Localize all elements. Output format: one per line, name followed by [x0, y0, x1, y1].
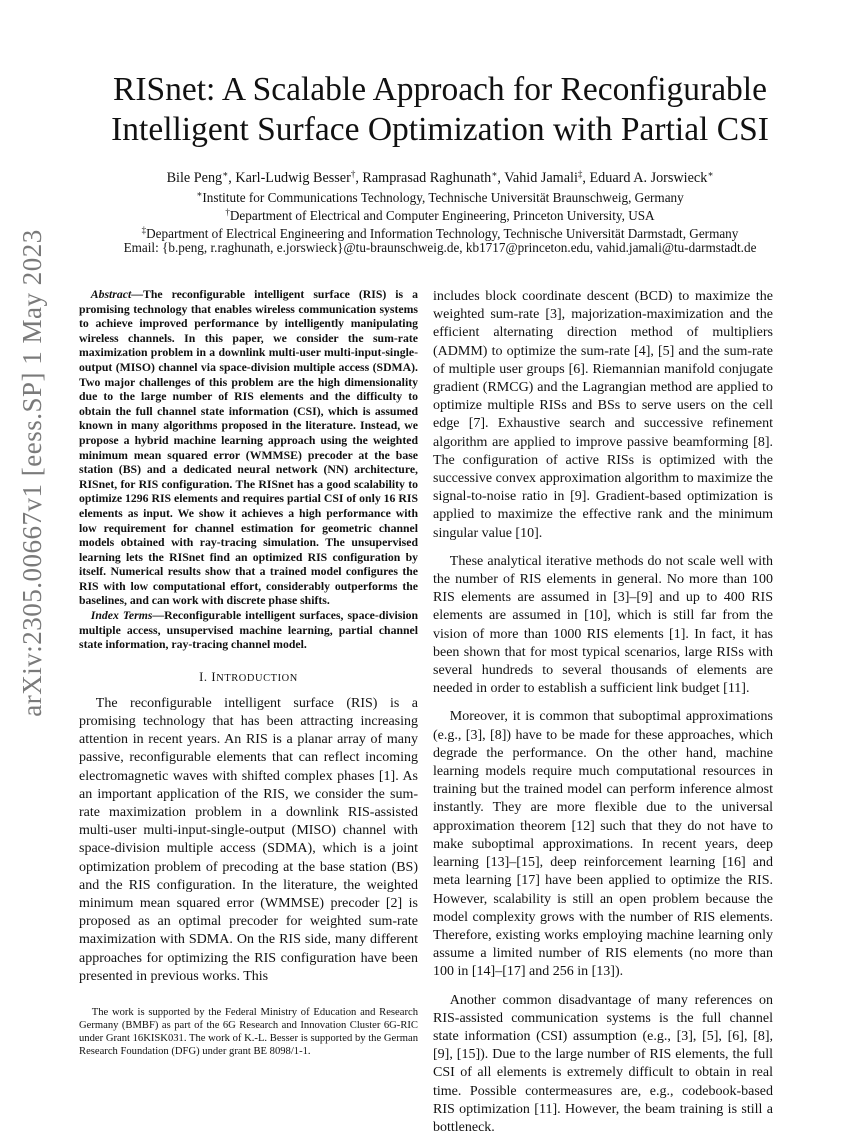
title-line-2: Intelligent Surface Optimization with Partial CSI — [111, 111, 769, 148]
author-mark: ‡ — [577, 169, 583, 179]
section-title-rest: NTRODUCTION — [216, 672, 298, 684]
affiliation-mark: ∗ — [196, 189, 203, 199]
section-heading-introduction — [79, 669, 418, 687]
affiliation-mark: † — [225, 207, 230, 217]
paper-title — [60, 70, 820, 150]
abstract-label: Abstract — [90, 288, 132, 301]
index-terms-label: Index Terms — [90, 609, 153, 623]
author-mark: ∗ — [707, 169, 714, 179]
right-column — [433, 288, 773, 1137]
affiliation-mark: ‡ — [141, 225, 147, 235]
author-list: Bile Peng∗, Karl-Ludwig Besser†, Ramprasad Raghunath∗, Vahid Jamali‡, Eduard A. Jorswieck∗ — [166, 169, 714, 186]
intro-paragraph-4: Moreover, it is common that suboptimal approximations (e.g., [3], [8]) have to be made for these approaches, which degrade the performance. On the other hand, machine learning models require much computational resources in training but the trained model can perform inference almost instantly. They are more flexible due to the universal approximation theorem [12] such that they do not have to make suboptimal approximations. In recent years, deep learning [13]–[15], deep reinforcement learning [16] and meta learning [17] have been applied to optimize the RIS. However, scalability is still an open problem because the model complexity grows with the number of RIS elements. Therefore, existing works employing machine learning only assume a limited number of RIS elements (no more than 100 in [14]–[17] and 256 in [13]). — [433, 709, 773, 980]
author-name: Eduard A. Jorswieck — [589, 170, 708, 186]
author-name: Vahid Jamali — [504, 170, 578, 186]
author-mark: † — [350, 169, 356, 179]
intro-paragraph-2: includes block coordinate descent (BCD) to maximize the weighted sum-rate [3], majorization-maximization and the efficient alternating direction method of multipliers (ADMM) to optimize the sum-rate [4], [5] and the sum-rate of multiple user groups [6]. Riemannian manifold conjugate gradient (RMCG) and the Lagrangian method are applied to optimize multiple RISs and BSs to serve users on the cell edge [7]. Exhaustive search and successive refinement algorithm are applied to improve passive beamforming [8]. The configuration of active RISs is optimized with the successive convex approximation algorithm to maximize the signal-to-noise ratio in [9]. Gradient-based optimization is applied to maximize the effective rank and the minimum singular value [10]. — [433, 289, 773, 541]
section-numeral: I. — [199, 669, 208, 684]
affiliation-text: Department of Electrical and Computer Engineering, Princeton University, USA — [229, 208, 655, 223]
section-initial: I — [211, 669, 217, 684]
author-mark: ∗ — [491, 169, 498, 179]
intro-paragraph-5: Another common disadvantage of many references on RIS-assisted communication systems is the full channel state information (CSI) assumption (e.g., [3], [5], [6], [8], [9], [15]). Due to the large number of RIS elements, the full CSI of all elements is extremely difficult to obtain in real time. Possible contermeasures are, e.g., codebook-based RIS optimization [11]. However, the beam training is still a bottleneck. — [433, 992, 773, 1135]
abstract-text: The reconfigurable intelligent surface (RIS) is a promising technology that enables wireless communication systems to achieve improved performance by intelligently manipulating wireless channels. In this paper, we consider the sum-rate maximization problem in a downlink multi-user multi-input-single-output (MISO) channel via space-division multiple access (SDMA). Two major challenges of this problem are the high dimensionality due to the large number of RIS elements and the difficulty to obtain the full channel state information (CSI), which is assumed known in many algorithms proposed in the literature. Instead, we propose a hybrid machine learning approach using the weighted minimum mean squared error (WMMSE) precoder at the base station (BS) and a dedicated neural network (NN) architecture, RISnet, for RIS configuration. The RISnet has a good scalability to optimize 1296 RIS elements and requires partial CSI of only 16 RIS elements as input. We show it achieves a high performance with low requirement for channel estimation for geometric channel models obtained with ray-tracing simulation. The unsupervised learning lets the RISnet find an optimized RIS configuration by itself. Numerical results show that a trained model configures the RIS with low computational effort, considerably outperforms the baselines, and can work with discrete phase shifts. — [79, 288, 418, 608]
abstract — [79, 288, 418, 609]
author-name: Bile Peng — [166, 170, 223, 186]
index-terms-text: Reconfigurable intelligent surfaces, space-division multiple access, unsupervised machine learning, partial channel state information, ray-tracing channel model. — [79, 609, 418, 652]
author-mark: ∗ — [222, 169, 229, 179]
intro-paragraph-3: These analytical iterative methods do not scale well with the number of RIS elements in general. No more than 100 RIS elements are assumed in [3]–[9] and up to 400 RIS elements are assumed in [10], which is still far from the vision of more than 1000 RIS elements [1]. In fact, it has been shown that for most typical scenarios, large RISs with several hundreds to several thousands of elements are needed in order to establish a sufficient link budget [11]. — [433, 553, 773, 697]
arxiv-identifier: arXiv:2305.00667v1 [eess.SP] 1 May 2023 — [17, 229, 47, 717]
funding-footnote: The work is supported by the Federal Ministry of Education and Research Germany (BMBF) as part of the 6G Research and Innovation Cluster 6G-RIC under Grant 16KISK031. The work of K.-L. Besser is supported by the German Research Foundation (DFG) under grant BE 8098/1-1. — [79, 1007, 418, 1057]
intro-paragraph-1: The reconfigurable intelligent surface (RIS) is a promising technology that has been attracting increasing attention in recent years. An RIS is a planar array of many passive, reconfigurable elements that can reflect incoming electromagnetic waves with shifted complex phases [1]. As an important application of the RIS, we consider the sum-rate maximization problem in a downlink RIS-assisted multi-user multi-input-single-output (MISO) channel with space-division multiple access (SDMA), which is a joint optimization problem of precoding at the base station (BS) and the RIS configuration. In the literature, the weighted minimum mean squared error (WMMSE) precoder [2] is proposed as an optimal precoder for weighted sum-rate maximization with SDMA. On the RIS side, many different approaches for optimizing the RIS configuration have been presented in previous works. This — [79, 695, 418, 984]
affiliation-text: Department of Electrical Engineering and Information Technology, Technische Universität Darmstadt, Germany — [146, 226, 739, 241]
author-name: Karl-Ludwig Besser — [235, 170, 351, 186]
title-line-1: RISnet: A Scalable Approach for Reconfigurable — [112, 71, 767, 108]
email-line: Email: {b.peng, r.raghunath, e.jorswieck}@tu-braunschweig.de, kb1717@princeton.edu, vahid.jamali@tu-darmstadt.de — [123, 240, 757, 255]
author-name: Ramprasad Raghunath — [362, 170, 492, 186]
index-terms — [79, 609, 418, 653]
abstract-dash: — — [131, 288, 143, 301]
index-terms-dash: — — [152, 609, 165, 623]
affiliation-text: Institute for Communications Technology, Technische Universität Braunschweig, Germany — [202, 190, 684, 205]
left-column — [79, 288, 418, 986]
